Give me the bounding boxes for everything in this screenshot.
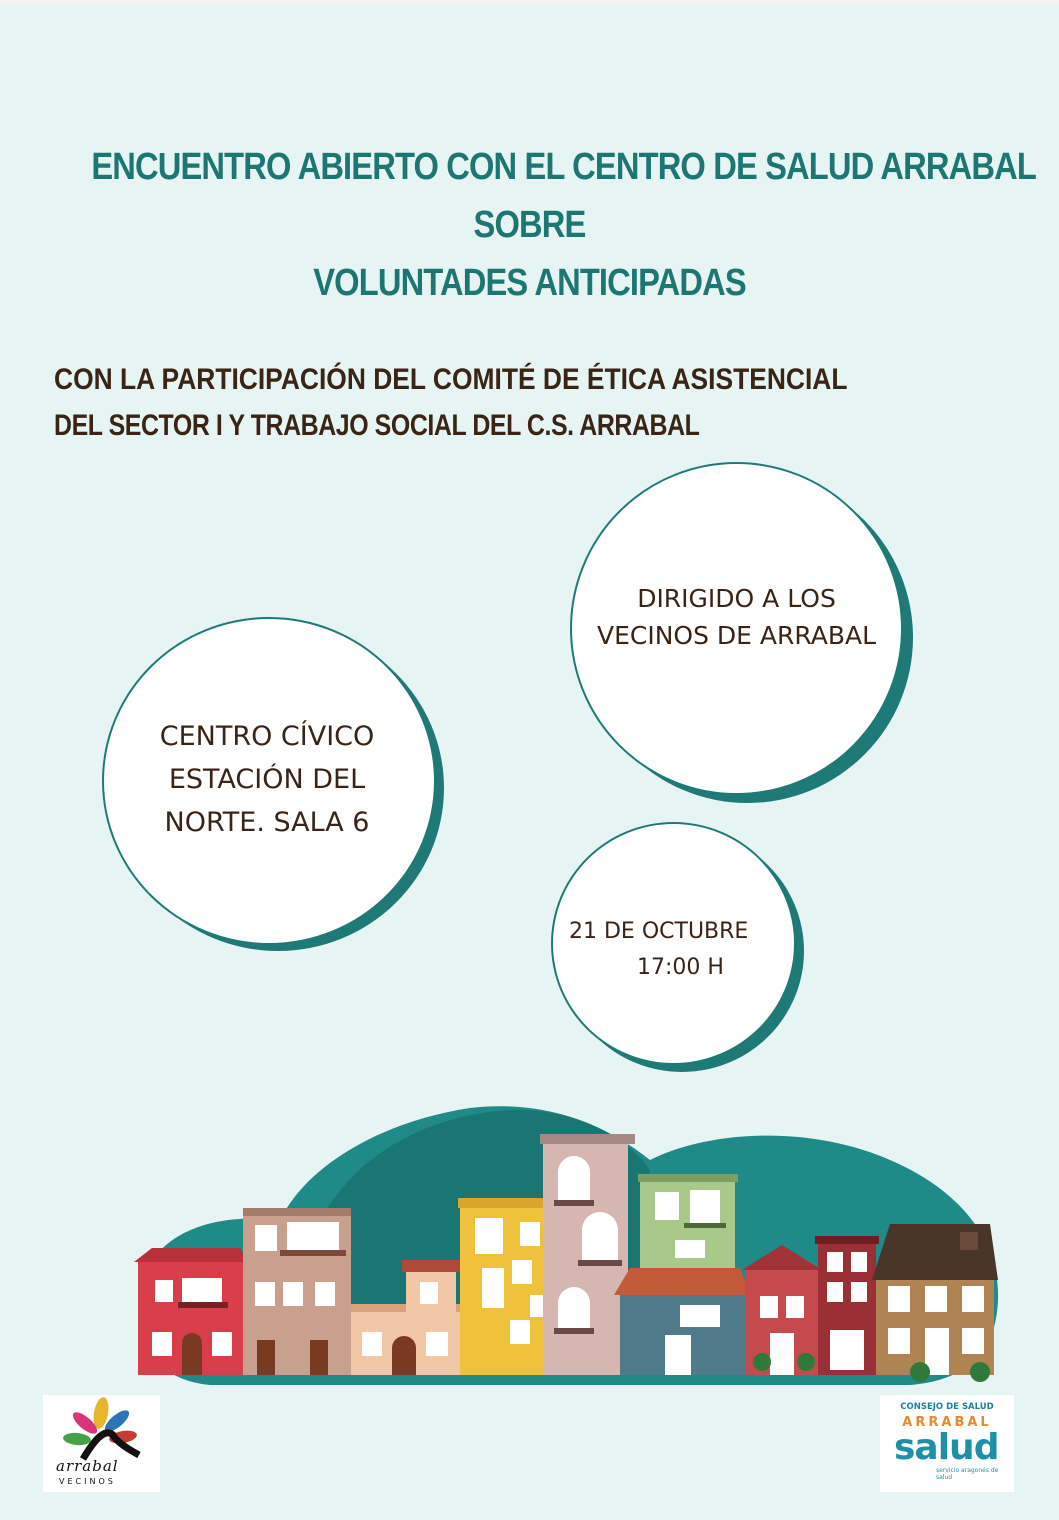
right-logo-mid: ARRABAL — [902, 1415, 992, 1430]
title-line-1: ENCUENTRO ABIERTO CON EL CENTRO DE SALUD ARRABAL — [91, 146, 1036, 188]
datetime-line-1: 21 DE OCTUBRE — [569, 919, 749, 944]
page-title — [20, 138, 1039, 312]
left-logo-word: arrabal — [56, 1457, 119, 1475]
right-logo-word: salud — [894, 1427, 999, 1468]
location-line-2: ESTACIÓN DEL — [168, 764, 366, 795]
audience-bubble — [570, 462, 915, 807]
brown-house — [872, 1224, 998, 1382]
city-illustration — [130, 1100, 1010, 1390]
location-line-3: NORTE. SALA 6 — [164, 807, 370, 838]
left-logo-small: VECINOS — [59, 1477, 116, 1486]
datetime-bubble — [551, 822, 806, 1074]
dark-red-building — [815, 1236, 879, 1375]
consejo-salud-logo — [880, 1395, 1014, 1492]
tan-house — [243, 1208, 351, 1375]
red-house — [134, 1248, 248, 1375]
audience-line-1: DIRIGIDO A LOS — [637, 584, 836, 613]
title-line-2: SOBRE — [473, 204, 586, 246]
top-strip — [0, 0, 1059, 5]
right-logo-top: CONSEJO DE SALUD — [900, 1402, 994, 1412]
location-bubble — [102, 617, 447, 952]
arrabal-vecinos-logo — [43, 1395, 160, 1492]
right-logo-small: servicio aragonés de salud — [936, 1467, 999, 1481]
subtitle — [54, 357, 1014, 449]
subtitle-line-2: DEL SECTOR I Y TRABAJO SOCIAL DEL C.S. ARRABAL — [54, 409, 700, 442]
datetime-line-2: 17:00 H — [637, 955, 724, 980]
location-line-1: CENTRO CÍVICO — [159, 721, 375, 752]
brick-house — [742, 1245, 822, 1375]
audience-line-2: VECINOS DE ARRABAL — [596, 621, 877, 650]
blue-house — [614, 1268, 750, 1375]
flower-logo-icon — [43, 1395, 160, 1465]
title-line-3: VOLUNTADES ANTICIPADAS — [313, 262, 746, 304]
subtitle-line-1: CON LA PARTICIPACIÓN DEL COMITÉ DE ÉTICA ASISTENCIAL — [54, 363, 848, 396]
